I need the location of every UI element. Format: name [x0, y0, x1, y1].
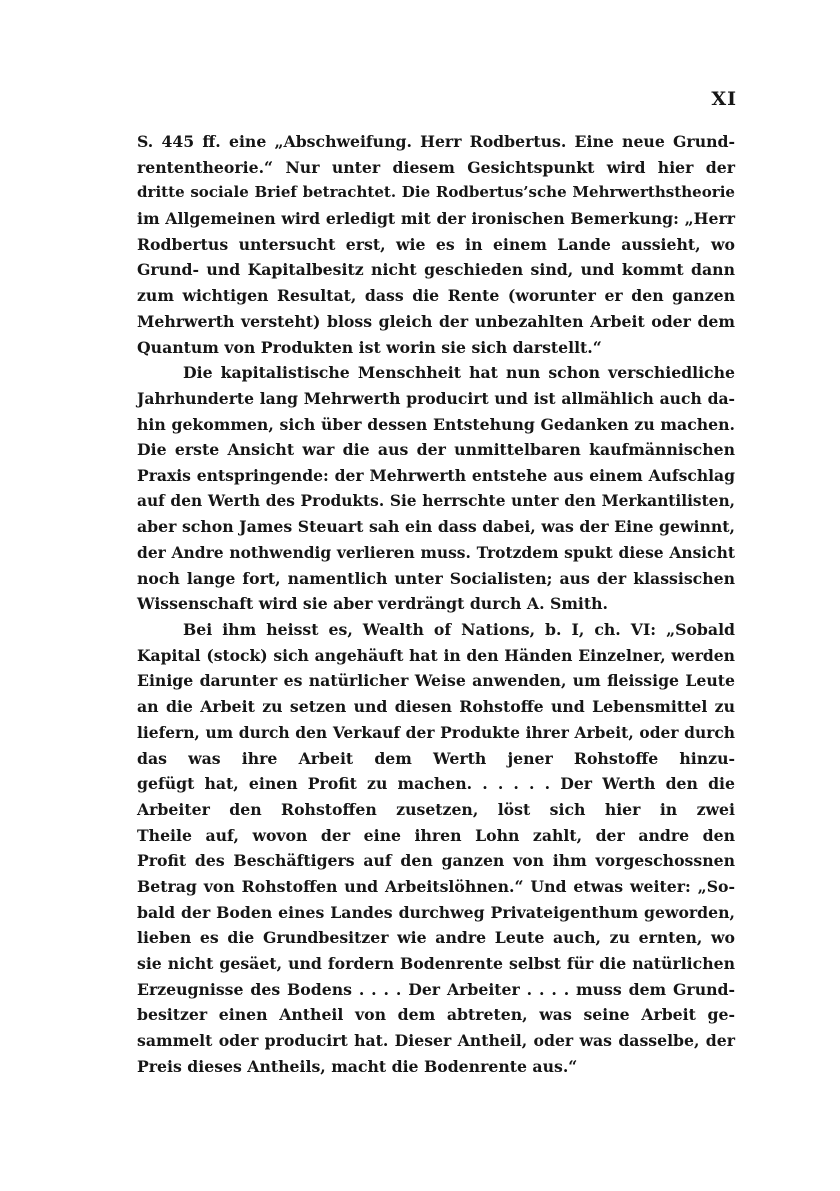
text-line: Quantum von Produkten ist worin sie sich darstellt.“	[137, 337, 602, 357]
text-line: Die erste Ansicht war die aus der unmittelbaren kaufmännischen	[137, 440, 735, 460]
text-line: gefügt hat, einen Profit zu machen. . . . . . Der Werth den die	[137, 774, 735, 794]
body-text	[137, 129, 735, 1079]
text-line: auf den Werth des Produkts. Sie herrschte unter den Merkantilisten,	[137, 491, 735, 510]
text-line: Arbeiter den Rohstoffen zusetzen, löst sich hier in zwei	[137, 799, 735, 819]
text-line: noch lange fort, namentlich unter Socialisten; aus der klassischen	[137, 568, 735, 588]
text-line: liefern, um durch den Verkauf der Produkte ihrer Arbeit, oder durch	[137, 722, 735, 742]
text-line: Profit des Beschäftigers auf den ganzen von ihm vorgeschossnen	[137, 851, 735, 871]
text-line: lieben es die Grundbesitzer wie andre Leute auch, zu ernten, wo	[137, 928, 735, 948]
text-line: Praxis entspringende: der Mehrwerth entstehe aus einem Aufschlag	[137, 465, 735, 485]
text-line: das was ihre Arbeit dem Werth jener Rohstoffe hinzu-	[137, 748, 735, 768]
text-line: Rodbertus untersucht erst, wie es in einem Lande aussieht, wo	[137, 234, 735, 254]
text-line: zum wichtigen Resultat, dass die Rente (worunter er den ganzen	[137, 286, 735, 306]
text-line: Kapital (stock) sich angehäuft hat in den Händen Einzelner, werden	[137, 645, 735, 665]
text-line: aber schon James Steuart sah ein dass dabei, was der Eine gewinnt,	[137, 517, 735, 537]
text-line: bald der Boden eines Landes durchweg Privateigenthum geworden,	[137, 902, 735, 922]
text-line: S. 445 ff. eine „Abschweifung. Herr Rodbertus. Eine neue Grund-	[137, 132, 735, 151]
text-line: besitzer einen Antheil von dem abtreten, was seine Arbeit ge-	[137, 1005, 735, 1025]
text-line: Theile auf, wovon der eine ihren Lohn zahlt, der andre den	[137, 825, 735, 845]
text-line: der Andre nothwendig verlieren muss. Trotzdem spukt diese Ansicht	[137, 543, 735, 562]
page-number: XI	[711, 88, 737, 110]
text-line: Einige darunter es natürlicher Weise anwenden, um fleissige Leute	[137, 671, 735, 691]
text-line: Betrag von Rohstoffen und Arbeitslöhnen.“ Und etwas weiter: „So-	[137, 876, 735, 896]
text-line: Wissenschaft wird sie aber verdrängt durch A. Smith.	[137, 594, 608, 614]
text-line: Bei ihm heisst es, Wealth of Nations, b. I, ch. VI: „Sobald	[183, 620, 735, 640]
text-line: hin gekommen, sich über dessen Entstehung Gedanken zu machen.	[137, 414, 735, 434]
text-line: rententheorie.“ Nur unter diesem Gesichtspunkt wird hier der	[137, 157, 735, 177]
text-line: dritte sociale Brief betrachtet. Die Rodbertus’sche Mehrwerthstheorie	[137, 183, 735, 202]
text-line: Mehrwerth versteht) bloss gleich der unbezahlten Arbeit oder dem	[137, 311, 735, 331]
text-line: im Allgemeinen wird erledigt mit der ironischen Bemerkung: „Herr	[137, 209, 735, 229]
text-line: Jahrhunderte lang Mehrwerth producirt und ist allmählich auch da-	[137, 388, 735, 408]
text-line: Preis dieses Antheils, macht die Bodenrente aus.“	[137, 1056, 578, 1076]
text-line: sammelt oder producirt hat. Dieser Antheil, oder was dasselbe, der	[137, 1031, 735, 1051]
text-line: an die Arbeit zu setzen und diesen Rohstoffe und Lebensmittel zu	[137, 697, 735, 717]
text-line: Die kapitalistische Menschheit hat nun schon verschiedliche	[183, 363, 735, 383]
text-line: sie nicht gesäet, und fordern Bodenrente selbst für die natürlichen	[137, 954, 735, 973]
text-line: Erzeugnisse des Bodens . . . . Der Arbeiter . . . . muss dem Grund-	[137, 979, 735, 999]
text-line: Grund- und Kapitalbesitz nicht geschieden sind, und kommt dann	[137, 260, 735, 280]
